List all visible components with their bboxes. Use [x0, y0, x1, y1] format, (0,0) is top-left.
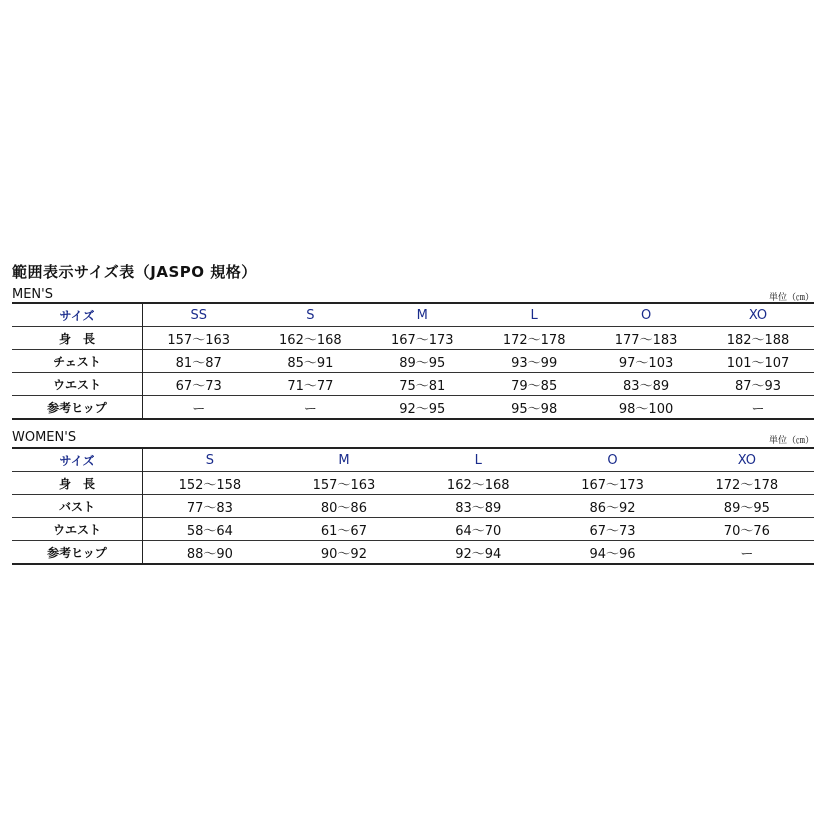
value-cell: 167～173	[545, 472, 679, 495]
value-cell: 77～83	[143, 495, 277, 518]
row-label: ウエスト	[12, 373, 143, 396]
row-label: 身 長	[12, 472, 143, 495]
value-cell: 182～188	[702, 327, 814, 350]
value-cell: ー	[143, 396, 255, 420]
value-cell: 88～90	[143, 541, 277, 565]
value-cell: 93～99	[478, 350, 590, 373]
value-cell: 98～100	[590, 396, 702, 420]
womens-size-table	[12, 447, 814, 565]
value-cell: 157～163	[277, 472, 411, 495]
value-cell: 95～98	[478, 396, 590, 420]
mens-unit-label: 単位（㎝）	[768, 293, 814, 303]
size-cell: M	[338, 452, 350, 468]
value-cell: 172～178	[680, 472, 814, 495]
value-cell: 94～96	[545, 541, 679, 565]
value-cell: ー	[254, 396, 366, 420]
value-cell: 92～95	[366, 396, 478, 420]
size-cell: L	[474, 452, 482, 468]
value-cell: 167～173	[366, 327, 478, 350]
value-cell: 89～95	[366, 350, 478, 373]
value-cell: 58～64	[143, 518, 277, 541]
value-cell: 83～89	[411, 495, 545, 518]
mens-size-table	[12, 302, 814, 420]
value-cell: 89～95	[680, 495, 814, 518]
value-cell: 162～168	[254, 327, 366, 350]
row-label: バスト	[12, 495, 143, 518]
row-label: サイズ	[12, 303, 143, 327]
value-cell: 64～70	[411, 518, 545, 541]
value-cell: 75～81	[366, 373, 478, 396]
row-label: 参考ヒップ	[12, 396, 143, 420]
value-cell: 86～92	[545, 495, 679, 518]
value-cell: 101～107	[702, 350, 814, 373]
value-cell: 80～86	[277, 495, 411, 518]
table-row	[12, 518, 814, 541]
mens-header-row	[12, 303, 814, 327]
value-cell: 79～85	[478, 373, 590, 396]
value-cell: 152～158	[143, 472, 277, 495]
row-label: 参考ヒップ	[12, 541, 143, 565]
size-cell: XO	[737, 452, 756, 468]
value-cell: 67～73	[545, 518, 679, 541]
table-row	[12, 472, 814, 495]
value-cell: 177～183	[590, 327, 702, 350]
value-cell: 85～91	[254, 350, 366, 373]
value-cell: 71～77	[254, 373, 366, 396]
value-cell: 90～92	[277, 541, 411, 565]
page-title: 範囲表示サイズ表（JASPO 規格）	[12, 263, 257, 281]
value-cell: 81～87	[143, 350, 255, 373]
size-cell: O	[640, 307, 652, 323]
table-row	[12, 373, 814, 396]
size-cell: SS	[190, 307, 207, 323]
size-cell: S	[306, 307, 315, 323]
value-cell: 157～163	[143, 327, 255, 350]
value-cell: ー	[702, 396, 814, 420]
value-cell: 70～76	[680, 518, 814, 541]
row-label: ウエスト	[12, 518, 143, 541]
table-row	[12, 327, 814, 350]
row-label: チェスト	[12, 350, 143, 373]
value-cell: 67～73	[143, 373, 255, 396]
value-cell: 172～178	[478, 327, 590, 350]
mens-section-label: MEN'S	[12, 287, 53, 302]
size-cell: XO	[748, 307, 768, 323]
value-cell: ー	[680, 541, 814, 565]
womens-section-label: WOMEN'S	[12, 430, 77, 445]
table-row	[12, 541, 814, 565]
value-cell: 162～168	[411, 472, 545, 495]
size-cell: O	[607, 452, 618, 468]
row-label: 身 長	[12, 327, 143, 350]
womens-unit-label: 単位（㎝）	[768, 436, 814, 446]
row-label: サイズ	[12, 448, 143, 472]
table-row	[12, 350, 814, 373]
value-cell: 83～89	[590, 373, 702, 396]
value-cell: 97～103	[590, 350, 702, 373]
value-cell: 61～67	[277, 518, 411, 541]
value-cell: 92～94	[411, 541, 545, 565]
womens-header-row	[12, 448, 814, 472]
size-cell: S	[205, 452, 215, 468]
table-row	[12, 495, 814, 518]
size-cell: M	[416, 307, 428, 323]
table-row	[12, 396, 814, 420]
value-cell: 87～93	[702, 373, 814, 396]
size-cell: L	[530, 307, 538, 323]
